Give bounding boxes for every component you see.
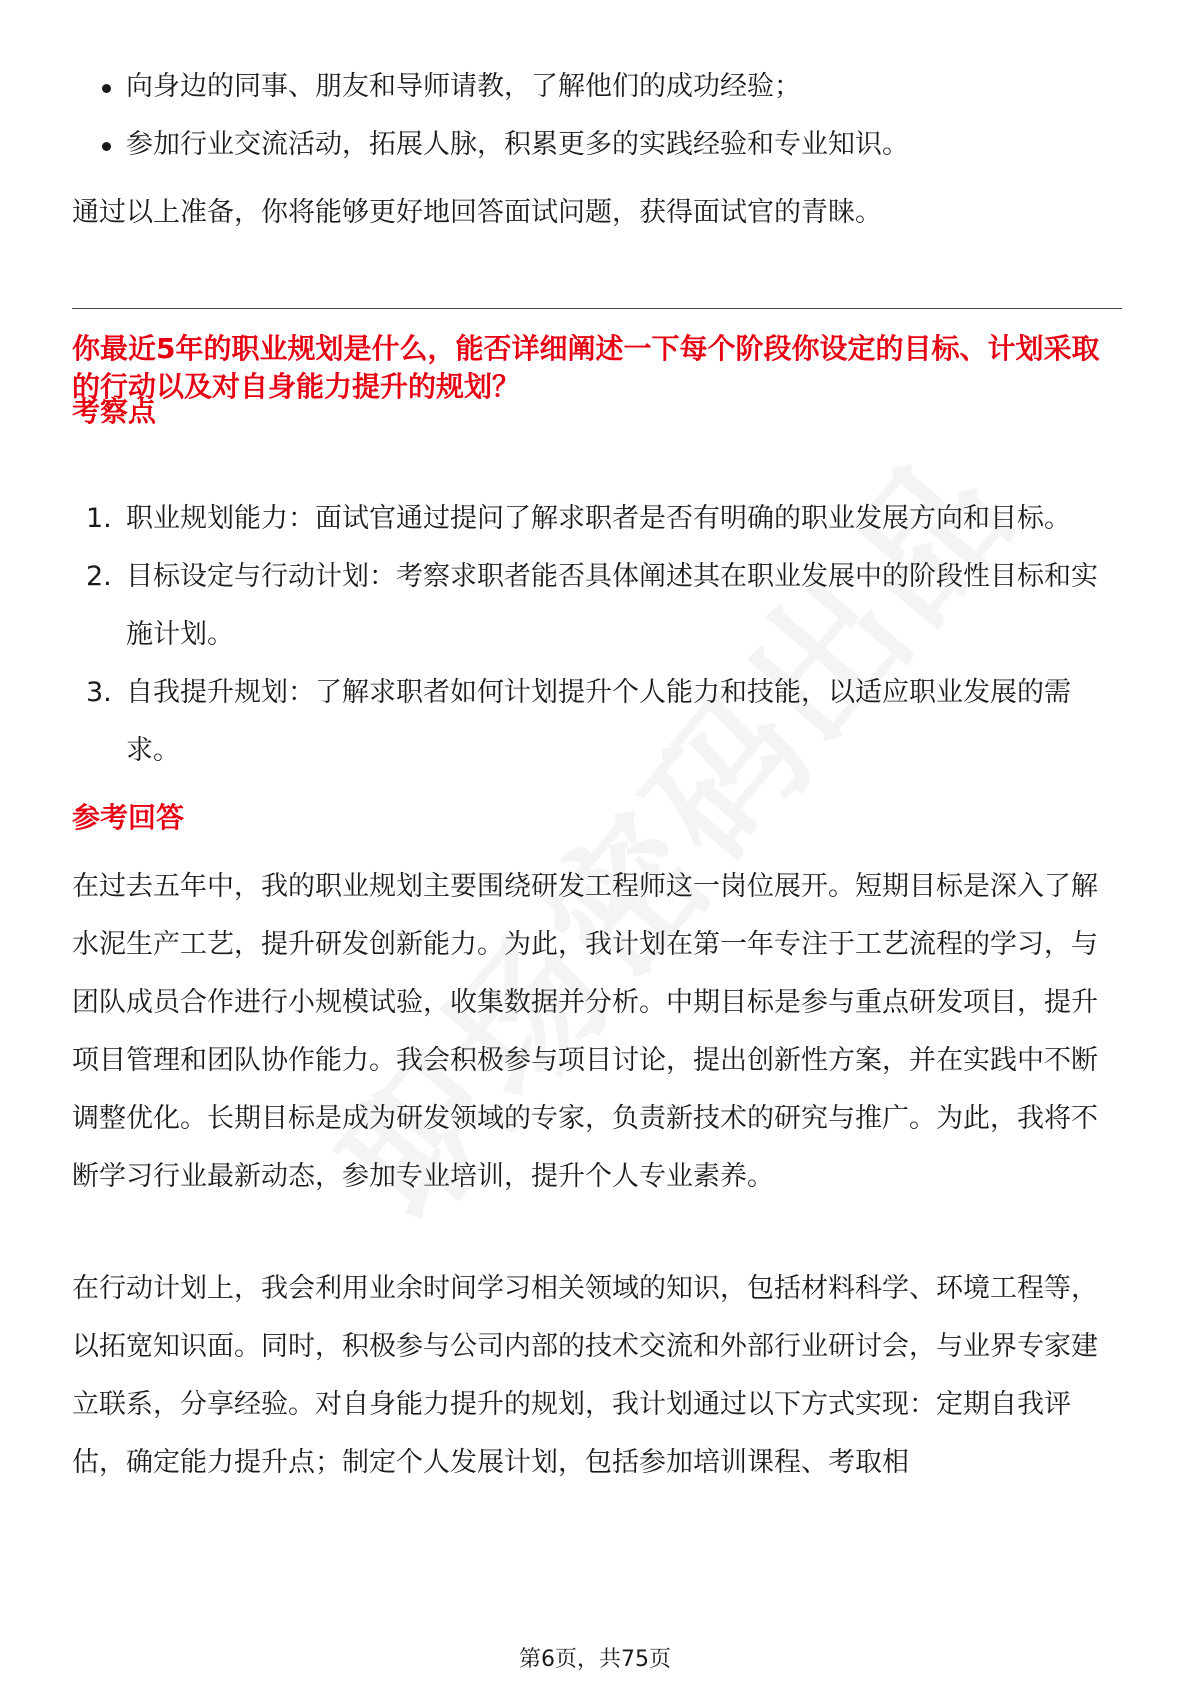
page-number: 第6页，共75页	[519, 1647, 671, 1672]
answer-paragraph: 在行动计划上，我会利用业余时间学习相关领域的知识，包括材料科学、环境工程等，以拓宽知识面。同时，积极参与公司内部的技术交流和外部行业研讨会，与业界专家建立联系，分享经验。对自身能力提升的规划，我计划通过以下方式实现：定期自我评估，确定能力提升点；制定个人发展计划，包括参加培训课程、考取相	[72, 1273, 1098, 1478]
focus-point-list	[72, 490, 1122, 780]
list-item-text: 参加行业交流活动，拓展人脉，积累更多的实践经验和专业知识。	[126, 129, 909, 160]
list-number: 3.	[86, 677, 112, 708]
list-item	[72, 116, 1122, 174]
list-item	[72, 490, 1122, 548]
bullet-icon	[102, 84, 111, 93]
list-number: 2.	[86, 561, 112, 592]
list-item	[72, 664, 1122, 780]
list-item	[72, 548, 1122, 664]
list-item-text: 职业规划能力：面试官通过提问了解求职者是否有明确的职业发展方向和目标。	[126, 503, 1071, 534]
list-item	[72, 58, 1122, 116]
summary-paragraph: 通过以上准备，你将能够更好地回答面试问题，获得面试官的青睐。	[72, 197, 882, 228]
answer-title: 参考回答	[72, 801, 185, 834]
intro-bullet-list	[72, 58, 1122, 174]
section-divider	[72, 308, 1122, 309]
list-item-text: 向身边的同事、朋友和导师请教，了解他们的成功经验；	[126, 71, 801, 102]
answer-paragraph: 在过去五年中，我的职业规划主要围绕研发工程师这一岗位展开。短期目标是深入了解水泥生产工艺，提升研发创新能力。为此，我计划在第一年专注于工艺流程的学习，与团队成员合作进行小规模试验，收集数据并分析。中期目标是参与重点研发项目，提升项目管理和团队协作能力。我会积极参与项目讨论，提出创新性方案，并在实践中不断调整优化。长期目标是成为研发领域的专家，负责新技术的研究与推广。为此，我将不断学习行业最新动态，参加专业培训，提升个人专业素养。	[72, 871, 1098, 1192]
list-number: 1.	[86, 503, 112, 534]
list-item-text: 自我提升规划：了解求职者如何计划提升个人能力和技能，以适应职业发展的需求。	[126, 677, 1071, 766]
bullet-icon	[102, 142, 111, 151]
interview-question: 你最近5年的职业规划是什么，能否详细阐述一下每个阶段你设定的目标、计划采取的行动以及对自身能力提升的规划？	[72, 332, 1100, 403]
focus-title: 考察点	[72, 395, 157, 428]
list-item-text: 目标设定与行动计划：考察求职者能否具体阐述其在职业发展中的阶段性目标和实施计划。	[126, 561, 1098, 650]
